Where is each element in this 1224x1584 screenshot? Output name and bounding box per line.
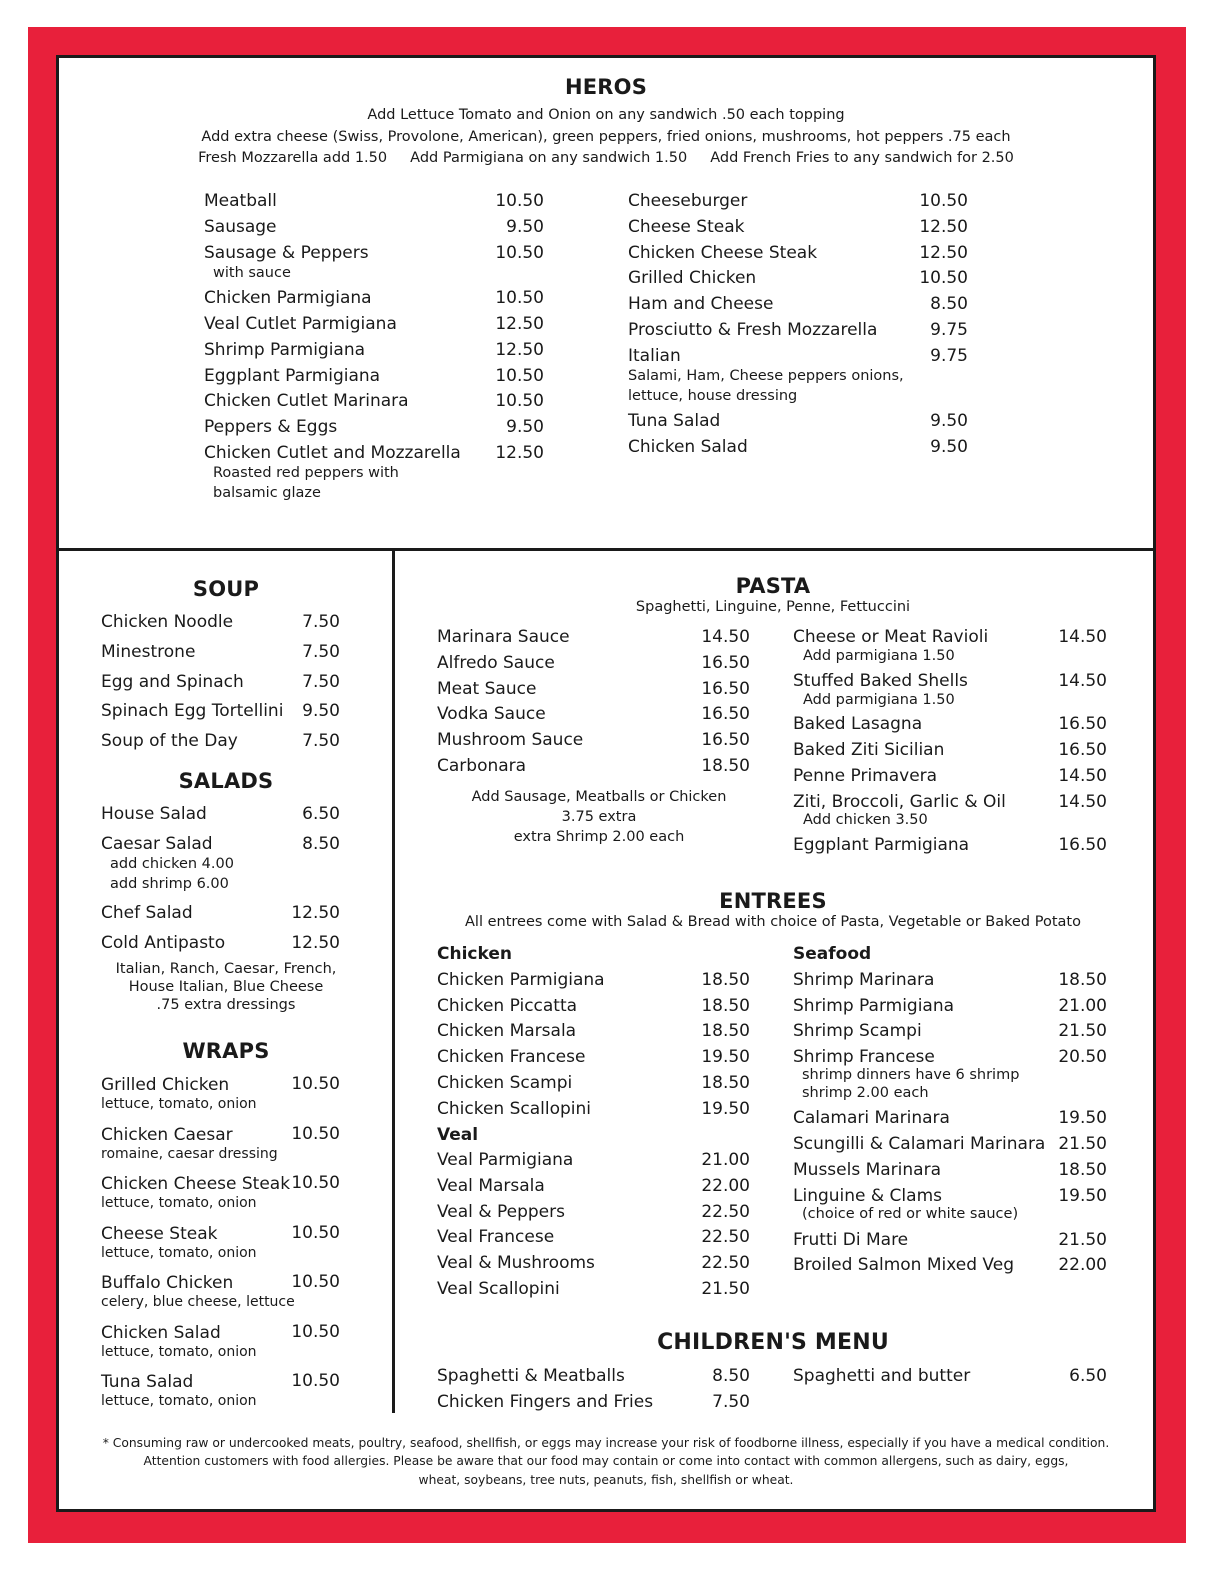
- pasta-add-line: Add Sausage, Meatballs or Chicken: [471, 789, 727, 805]
- hero-item-price: 9.50: [930, 437, 968, 457]
- entree-item-price: 22.50: [701, 1227, 750, 1247]
- salad-item-desc: add shrimp 6.00: [110, 876, 229, 892]
- pasta-item-name: Alfredo Sauce: [437, 653, 555, 673]
- wrap-item-price: 10.50: [291, 1173, 340, 1193]
- disclaimer-line: Attention customers with food allergies. Please be aware that our food may contain or come into contact with common allergens, such as dairy, eggs,: [143, 1454, 1069, 1469]
- entree-item-name: Scungilli & Calamari Marinara: [793, 1134, 1046, 1154]
- pasta-item-price: 16.50: [701, 679, 750, 699]
- soup-item-name: Minestrone: [101, 642, 196, 662]
- entree-item-name: Shrimp Francese: [793, 1047, 935, 1067]
- hero-item-price: 12.50: [495, 443, 544, 463]
- hero-item-price: 10.50: [919, 268, 968, 288]
- entree-item-price: 19.50: [1058, 1186, 1107, 1206]
- entree-item-price: 18.50: [1058, 970, 1107, 990]
- allergy-disclaimer: [59, 1434, 1153, 1489]
- soup-item-name: Spinach Egg Tortellini: [101, 701, 284, 721]
- pasta-item-name: Cheese or Meat Ravioli: [793, 627, 989, 647]
- entrees-subtitle: All entrees come with Salad & Bread with choice of Pasta, Vegetable or Baked Potato: [465, 914, 1081, 930]
- wrap-item-name: Chicken Caesar: [101, 1125, 233, 1145]
- entree-item-name: Chicken Parmigiana: [437, 970, 605, 990]
- entree-item-price: 18.50: [701, 1073, 750, 1093]
- entree-item-name: Linguine & Clams: [793, 1186, 942, 1206]
- hero-item-name: Grilled Chicken: [628, 268, 757, 288]
- pasta-item-desc: Add parmigiana 1.50: [803, 692, 955, 708]
- entrees-title: ENTREES: [719, 889, 827, 913]
- pasta-item-price: 18.50: [701, 756, 750, 776]
- hero-item-name: Chicken Cutlet and Mozzarella: [204, 443, 461, 463]
- hero-item-price: 10.50: [495, 288, 544, 308]
- kids-item-price: 7.50: [712, 1392, 750, 1412]
- hero-item-price: 9.50: [506, 217, 544, 237]
- entree-item-name: Veal Scallopini: [437, 1279, 560, 1299]
- pasta-item-name: Vodka Sauce: [437, 704, 546, 724]
- menu-page: [56, 55, 1156, 1512]
- entree-item-name: Shrimp Parmigiana: [793, 996, 955, 1016]
- hero-item-price: 9.75: [930, 346, 968, 366]
- pasta-item-name: Mushroom Sauce: [437, 730, 584, 750]
- hero-item-name: Shrimp Parmigiana: [204, 340, 366, 360]
- disclaimer-line: wheat, soybeans, tree nuts, peanuts, fish, shellfish or wheat.: [418, 1472, 794, 1487]
- pasta-item-price: 16.50: [1058, 740, 1107, 760]
- wraps-title: WRAPS: [182, 1039, 270, 1063]
- heros-note: Fresh Mozzarella add 1.50 Add Parmigiana on any sandwich 1.50 Add French Fries to any sandwich for 2.50: [198, 150, 1014, 166]
- pasta-title: PASTA: [735, 574, 811, 598]
- entree-item-price: 22.50: [701, 1202, 750, 1222]
- hero-item-desc: with sauce: [213, 265, 291, 281]
- pasta-item-price: 16.50: [1058, 835, 1107, 855]
- entree-item-name: Broiled Salmon Mixed Veg: [793, 1255, 1014, 1275]
- wrap-item-desc: lettuce, tomato, onion: [101, 1096, 257, 1112]
- hero-item-name: Chicken Cutlet Marinara: [204, 391, 409, 411]
- entree-item-price: 22.00: [701, 1176, 750, 1196]
- entree-item-price: 21.50: [1058, 1021, 1107, 1041]
- vertical-divider: [392, 551, 395, 1413]
- entree-item-desc: shrimp 2.00 each: [802, 1085, 929, 1101]
- salad-item-name: Caesar Salad: [101, 834, 213, 854]
- hero-item-price: 12.50: [919, 217, 968, 237]
- pasta-add-line: 3.75 extra: [561, 809, 637, 825]
- heros-note: Add Lettuce Tomato and Onion on any sandwich .50 each topping: [367, 107, 845, 123]
- entree-item-name: Veal Parmigiana: [437, 1150, 574, 1170]
- pasta-subtitle: Spaghetti, Linguine, Penne, Fettuccini: [635, 599, 911, 615]
- entree-item-name: Veal Marsala: [437, 1176, 545, 1196]
- entree-item-name: Veal & Mushrooms: [437, 1253, 595, 1273]
- entree-item-price: 18.50: [701, 1021, 750, 1041]
- wrap-item-name: Grilled Chicken: [101, 1075, 230, 1095]
- wrap-item-price: 10.50: [291, 1124, 340, 1144]
- wrap-item-name: Chicken Cheese Steak: [101, 1174, 291, 1194]
- wrap-item-desc: lettuce, tomato, onion: [101, 1195, 257, 1211]
- entree-item-name: Chicken Scallopini: [437, 1099, 592, 1119]
- pasta-item-price: 14.50: [1058, 792, 1107, 812]
- entree-item-name: Shrimp Scampi: [793, 1021, 922, 1041]
- pasta-item-name: Meat Sauce: [437, 679, 537, 699]
- entree-item-price: 21.00: [701, 1150, 750, 1170]
- wrap-item-price: 10.50: [291, 1074, 340, 1094]
- entree-item-price: 18.50: [701, 970, 750, 990]
- pasta-item-desc: Add parmigiana 1.50: [803, 648, 955, 664]
- entree-item-price: 20.50: [1058, 1047, 1107, 1067]
- pasta-add-line: extra Shrimp 2.00 each: [513, 829, 685, 845]
- pasta-item-price: 16.50: [701, 653, 750, 673]
- entree-item-price: 19.50: [1058, 1108, 1107, 1128]
- entree-item-desc: shrimp dinners have 6 shrimp: [802, 1067, 1020, 1083]
- entree-item-price: 18.50: [701, 996, 750, 1016]
- wrap-item-desc: celery, blue cheese, lettuce: [101, 1294, 295, 1310]
- entree-item-price: 18.50: [1058, 1160, 1107, 1180]
- wrap-item-desc: romaine, caesar dressing: [101, 1146, 278, 1162]
- dressing-line: House Italian, Blue Cheese: [128, 979, 324, 995]
- salad-item-price: 12.50: [291, 903, 340, 923]
- pasta-item-price: 16.50: [701, 730, 750, 750]
- hero-item-price: 10.50: [495, 243, 544, 263]
- hero-item-price: 10.50: [495, 191, 544, 211]
- entree-item-price: 21.50: [1058, 1134, 1107, 1154]
- soup-item-price: 7.50: [302, 612, 340, 632]
- hero-item-price: 9.75: [930, 320, 968, 340]
- hero-item-name: Veal Cutlet Parmigiana: [204, 314, 397, 334]
- entrees-chicken-label: Chicken: [437, 944, 512, 964]
- dressing-line: .75 extra dressings: [156, 997, 296, 1013]
- hero-item-price: 10.50: [495, 391, 544, 411]
- soup-item-price: 7.50: [302, 672, 340, 692]
- salad-item-name: Cold Antipasto: [101, 933, 226, 953]
- entree-item-price: 22.50: [701, 1253, 750, 1273]
- disclaimer-line: * Consuming raw or undercooked meats, poultry, seafood, shellfish, or eggs may increase your risk of foodborne illness, especially if you have a medical condition.: [102, 1436, 1110, 1450]
- soup-item-name: Egg and Spinach: [101, 672, 244, 692]
- pasta-add-note: [439, 787, 759, 847]
- dressing-line: Italian, Ranch, Caesar, French,: [115, 961, 337, 977]
- soup-item-name: Soup of the Day: [101, 731, 238, 751]
- wrap-item-price: 10.50: [291, 1322, 340, 1342]
- hero-item-price: 9.50: [506, 417, 544, 437]
- hero-item-name: Ham and Cheese: [628, 294, 774, 314]
- pasta-item-price: 14.50: [1058, 671, 1107, 691]
- hero-item-name: Cheese Steak: [628, 217, 745, 237]
- wrap-item-name: Tuna Salad: [101, 1372, 194, 1392]
- salads-title: SALADS: [178, 769, 274, 793]
- pasta-item-name: Carbonara: [437, 756, 527, 776]
- entrees-veal-label: Veal: [437, 1125, 479, 1145]
- hero-item-name: Meatball: [204, 191, 277, 211]
- pasta-item-name: Ziti, Broccoli, Garlic & Oil: [793, 792, 1006, 812]
- hero-item-desc: lettuce, house dressing: [628, 388, 798, 404]
- entree-item-desc: (choice of red or white sauce): [802, 1206, 1019, 1222]
- pasta-item-name: Stuffed Baked Shells: [793, 671, 968, 691]
- hero-item-price: 8.50: [930, 294, 968, 314]
- wrap-item-desc: lettuce, tomato, onion: [101, 1344, 257, 1360]
- hero-item-name: Chicken Cheese Steak: [628, 243, 818, 263]
- heros-note: Add extra cheese (Swiss, Provolone, American), green peppers, fried onions, mushrooms, hot peppers .75 each: [201, 128, 1011, 145]
- soup-item-price: 7.50: [302, 731, 340, 751]
- hero-item-name: Sausage: [204, 217, 277, 237]
- pasta-item-name: Penne Primavera: [793, 766, 938, 786]
- pasta-item-price: 14.50: [1058, 627, 1107, 647]
- hero-item-desc: Roasted red peppers with: [213, 465, 399, 481]
- salad-item-name: Chef Salad: [101, 903, 193, 923]
- kids-item-name: Spaghetti and butter: [793, 1366, 971, 1386]
- entree-item-name: Chicken Piccatta: [437, 996, 578, 1016]
- entree-item-name: Shrimp Marinara: [793, 970, 935, 990]
- hero-item-desc: balsamic glaze: [213, 485, 321, 501]
- hero-item-name: Chicken Salad: [628, 437, 748, 457]
- entree-item-name: Chicken Scampi: [437, 1073, 573, 1093]
- entree-item-name: Chicken Marsala: [437, 1021, 577, 1041]
- entree-item-name: Chicken Francese: [437, 1047, 586, 1067]
- hero-item-price: 12.50: [919, 243, 968, 263]
- hero-item-name: Cheeseburger: [628, 191, 748, 211]
- dressing-note: [81, 960, 371, 1014]
- wrap-item-desc: lettuce, tomato, onion: [101, 1245, 257, 1261]
- wrap-item-price: 10.50: [291, 1223, 340, 1243]
- kids-item-price: 6.50: [1069, 1366, 1107, 1386]
- pasta-item-price: 16.50: [1058, 714, 1107, 734]
- hero-item-name: Italian: [628, 346, 681, 366]
- pasta-item-desc: Add chicken 3.50: [803, 812, 928, 828]
- pasta-item-name: Baked Ziti Sicilian: [793, 740, 945, 760]
- salad-item-desc: add chicken 4.00: [110, 856, 234, 872]
- entree-item-price: 21.00: [1058, 996, 1107, 1016]
- hero-item-price: 12.50: [495, 340, 544, 360]
- pasta-item-name: Baked Lasagna: [793, 714, 923, 734]
- salad-item-price: 12.50: [291, 933, 340, 953]
- hero-item-name: Tuna Salad: [628, 411, 721, 431]
- entree-item-name: Veal Francese: [437, 1227, 555, 1247]
- entree-item-name: Calamari Marinara: [793, 1108, 950, 1128]
- soup-item-name: Chicken Noodle: [101, 612, 234, 632]
- entree-item-name: Mussels Marinara: [793, 1160, 941, 1180]
- hero-item-desc: Salami, Ham, Cheese peppers onions,: [628, 368, 904, 384]
- kids-item-name: Chicken Fingers and Fries: [437, 1392, 654, 1412]
- entree-item-name: Frutti Di Mare: [793, 1230, 909, 1250]
- pasta-item-price: 14.50: [1058, 766, 1107, 786]
- heros-notes: [59, 105, 1153, 170]
- hero-item-price: 12.50: [495, 314, 544, 334]
- pasta-item-price: 16.50: [701, 704, 750, 724]
- entrees-seafood-label: Seafood: [793, 944, 872, 964]
- entree-item-price: 19.50: [701, 1099, 750, 1119]
- wrap-item-price: 10.50: [291, 1371, 340, 1391]
- pasta-item-name: Eggplant Parmigiana: [793, 835, 970, 855]
- entree-item-name: Veal & Peppers: [437, 1202, 565, 1222]
- pasta-item-name: Marinara Sauce: [437, 627, 570, 647]
- hero-item-name: Sausage & Peppers: [204, 243, 369, 263]
- wrap-item-price: 10.50: [291, 1272, 340, 1292]
- salad-item-price: 8.50: [302, 834, 340, 854]
- wrap-item-desc: lettuce, tomato, onion: [101, 1393, 257, 1409]
- entree-item-price: 21.50: [1058, 1230, 1107, 1250]
- heros-title: HEROS: [564, 75, 648, 99]
- pasta-item-price: 14.50: [701, 627, 750, 647]
- entree-item-price: 19.50: [701, 1047, 750, 1067]
- hero-item-name: Peppers & Eggs: [204, 417, 338, 437]
- hero-item-name: Prosciutto & Fresh Mozzarella: [628, 320, 878, 340]
- kids-item-name: Spaghetti & Meatballs: [437, 1366, 625, 1386]
- hero-item-name: Chicken Parmigiana: [204, 288, 372, 308]
- hero-item-price: 9.50: [930, 411, 968, 431]
- kids-item-price: 8.50: [712, 1366, 750, 1386]
- soup-title: SOUP: [192, 577, 260, 601]
- entree-item-price: 21.50: [701, 1279, 750, 1299]
- childrens-menu-title: CHILDREN'S MENU: [657, 1330, 889, 1355]
- soup-item-price: 7.50: [302, 642, 340, 662]
- hero-item-name: Eggplant Parmigiana: [204, 366, 381, 386]
- hero-item-price: 10.50: [495, 366, 544, 386]
- hero-item-price: 10.50: [919, 191, 968, 211]
- entree-item-price: 22.00: [1058, 1255, 1107, 1275]
- wrap-item-name: Chicken Salad: [101, 1323, 221, 1343]
- salad-item-name: House Salad: [101, 804, 207, 824]
- salad-item-price: 6.50: [302, 804, 340, 824]
- soup-item-price: 9.50: [302, 701, 340, 721]
- wrap-item-name: Cheese Steak: [101, 1224, 218, 1244]
- wrap-item-name: Buffalo Chicken: [101, 1273, 234, 1293]
- horizontal-divider: [59, 548, 1153, 551]
